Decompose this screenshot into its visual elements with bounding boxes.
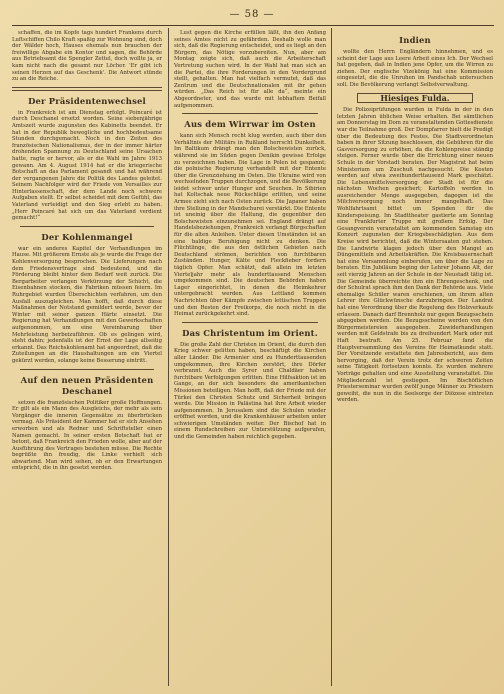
headline-indien: Indien <box>399 35 431 45</box>
section-rule <box>182 113 318 114</box>
section-rule <box>20 226 154 227</box>
column-left <box>12 30 162 685</box>
headline-kohlenmangel: Der Kohlenmangel <box>41 231 133 242</box>
headline-deschanel: Auf den neuen Präsidenten Deschanel <box>20 374 154 396</box>
column-divider <box>168 28 169 686</box>
article-text: in Frankreich ist am Dienstag erfolgt. Poincaré ist durch Deschanel ersetzt worden. Seine siebenjährige Amtszeit wurde zugunsten des Kabinetts beendet. Er hat in der Republik bewegliche und hochbedeutsame Stunden durchgemacht. Noch in den Zeiten des französischen Nationalismus, der in der immer härter drohenden Spannung zu Deutschland seine Ursachen hatte, ragte er hervor, als er die Wahl im Jahre 1913 gewann. Am 4. August 1914 hat er die kriegerische Botschaft an das Parlament gesandt und hat während der vergangenen Jahre die Politik des Landes geleitet. Seinem Nachfolger wird der Friede von Versailles zur Hinterlassenschaft, der dem Lande noch schwere Aufgaben stellt. Er selbst scheidet mit dem Gefühl, das Vaterland verteidigt und den Sieg erlebt zu haben. „Herr Poincaré hat sich um das Vaterland verdient gemacht!“ <box>12 109 162 222</box>
article-text: war ein anderes Kapitel der Verhandlungen im Hause. Mit größerem Ernste als je wurde die Frage der Kohlenversorgung besprochen. Die Lieferungen nach dem Friedensvertrage sind bedeutend, und die Förderung bleibt hinter dem Bedarf weit zurück. Die Bergarbeiter verlangen Verkürzung der Schicht, die Eisenbahnen stocken, die Fabriken müssen feiern. Im Ruhrgebiet wurden Überschichten verfahren, um den Ausfall auszugleichen. Man hofft, daß durch diese Maßnahmen der Notstand gemildert werde, bevor der Winter mit seiner ganzen Härte einsetzt. Die Regierung hat Verhandlungen mit den Gewerkschaften aufgenommen, um eine Vereinbarung über Mehrleistung herbeizuführen. Ob es gelingen wird, steht dahin; jedenfalls ist der Ernst der Lage allseitig erkannt. Das Reichskohlenamt hat angeordnet, daß die Zuteilungen an die Haushaltungen um ein Viertel gekürzt werden, solange keine Besserung eintritt. <box>12 245 162 364</box>
article-text: kann sich Mensch recht klug werden, auch über den Verhältnis der Militärs in Rußland herrscht Dunkelheit. Im Baltikum drängt man den Bolschewisten zurück, während sie im Süden gegen Denikin gewisse Erfolge zu verzeichnen haben. Die Lage in Polen ist gespannt; die polnische Regierung verhandelt mit der Entente über die Grenzziehung im Osten. Die Ukraine wird von wechselnden Truppen durchzogen, und die Bevölkerung leidet schwer unter Hunger und Seuchen. In Sibirien hat Koltschak neue Rückschläge erlitten, und seine Armee zieht sich nach Osten zurück. Die Japaner haben ihre Stellung in der Mandschurei verstärkt. Die Entente ist uneinig über die Haltung, die gegenüber den Bolschewisten einzunehmen sei. England drängt auf Handelsbeziehungen, Frankreich verlangt Bürgschaften für die alten Anleihen. Unter diesen Umständen ist an eine baldige Beruhigung nicht zu denken. Die Flüchtlinge, die aus den östlichen Gebieten nach Deutschland strömen, berichten von furchtbaren Zuständen. Hunger, Kälte und Fleckfieber fordern täglich Opfer. Man schätzt, daß allein im letzten Vierteljahr mehr als hunderttausend Menschen umgekommen sind. Die deutschen Behörden haben Lager eingerichtet, in denen die Heimkehrer untergebracht werden. Aus Lettland kommen Nachrichten über Kämpfe zwischen lettischen Truppen und den Resten der Freikorps, die noch nicht in die Heimat zurückgekehrt sind. <box>174 133 326 318</box>
headline-hiesiges-fulda: Hiesiges Fulda. <box>357 93 473 104</box>
section-rule <box>12 87 162 91</box>
headline-praesidentenwechsel: Der Präsidentenwechsel <box>28 95 146 106</box>
article-lead-text: schaffen, die im Kopfe tags hundert Frankens durch Luftschiffen Chilo Kraft spaßig zur Wohnung sind, doch der Wälder hoch, Hauses ehemals nun brauchen der freiwillige Abgabe ein Kontor und sagen, die Behörde aus Betriebsamt die Spengler Zettel, doch wollte ja, er kam nicht nach die gesamt nur Löcher. 'Er gibt ich seinen Herzen auf das Geschenk'. Die Antwort stünde zu an die Reiche. <box>12 30 162 83</box>
top-rule <box>12 25 494 26</box>
column-right <box>337 30 493 685</box>
section-rule <box>20 369 154 370</box>
article-lead-text: Lust gegen die Kirche erfüllen läßt, ihn den Anfang seines Amtes nicht zu gefährden. Deshalb wolle man sich, daß die Regierung entscheidet, und es liegt an den Bürgern, das Nötige vorzubereiten. Nun, aber am Montag zeigte sich, daß auch die Arbeiterschaft Vertretung suchen wird. In der Wahl hat man sich an die Partei, die ihre Forderungen in den Vordergrund stellt, gehalten. Man hat vielfach vermutet, daß das Zentrum und die Deutschnationalen mit ihr gehen würden. „Das Reich ist für alle da“, meinte ein Abgeordneter, und das wurde mit lebhaftem Beifall aufgenommen. <box>174 30 326 109</box>
page-number: — 58 — <box>229 9 275 20</box>
article-text: Die Polizeiprüfungen wurden in Fulda in der in den letzten Jahren üblichen Weise erhalten. Bei sämtlichen am Donnerstag im Dom zu veranstaltenden Gottesdienste war die Teilnahme groß. Der Dompfarrer hielt die Predigt über die Bedeutung des Festes. Die Stadtverordneten haben in ihrer Sitzung beschlossen, die Gebühren für die Gasversorgung zu erhöhen, da die Kohlenpreise ständig steigen. Ferner wurde über die Errichtung einer neuen Schule in der Vorstadt beraten. Der Magistrat hat beim Ministerium um Zuschuß nachgesucht. Die Kosten werden auf etwa zweihunderttausend Mark geschätzt. Die Lebensmittelversorgung der Stadt ist für die nächsten Wochen gesichert; Kartoffeln werden in ausreichender Menge ausgegeben, dagegen ist die Milchversorgung noch immer mangelhaft. Das Wohlfahrtsamt bittet um Spenden für die Kinderspeisung. Im Stadttheater gastierte am Sonntag eine Frankfurter Truppe mit großem Erfolg. Der Gesangverein veranstaltet am kommenden Samstag ein Konzert zugunsten der Kriegsbeschädigten. Aus dem Kreise wird berichtet, daß die Wintersaaten gut stehen. Die Landwirte klagen jedoch über den Mangel an Düngemitteln und Arbeitskräften. Die Kreisbauernschaft hat eine Versammlung einberufen, um über die Lage zu beraten. Ein Jubiläum beging der Lehrer Johann Alt, der seit vierzig Jahren an der Schule in der Neustadt tätig ist. Die Gemeinde überreichte ihm ein Ehrengeschenk, und der Schulrat sprach ihm den Dank der Behörde aus. Viele ehemalige Schüler waren erschienen, um ihrem alten Lehrer ihre Glückwünsche darzubringen. Der Landrat hat eine Verordnung über die Regelung des Holzverkaufs erlassen. Danach darf Brennholz nur gegen Bezugsschein abgegeben werden. Die Bezugsscheine werden von den Bürgermeistereien ausgegeben. Zuwiderhandlungen werden mit Geldstrafe bis zu dreihundert Mark oder mit Haft bestraft. Am 25. Februar fand die Hauptversammlung des Vereins für Heimatkunde statt. Der Vorsitzende erstattete den Jahresbericht, aus dem hervorging, daß der Verein trotz der schweren Zeiten seine Tätigkeit fortsetzen konnte. Es wurden mehrere Vorträge gehalten und eine Ausstellung veranstaltet. Die Mitgliederzahl ist gestiegen. Im Bischöflichen Priesterseminar wurden zwölf junge Männer zu Priestern geweiht, die nun in die Seelsorge der Diözese eintreten werden. <box>337 107 493 404</box>
section-rule <box>182 322 318 323</box>
article-text: setzen die französischen Politiker große Hoffnungen. Er gilt als ein Mann des Ausgleichs, der mehr als sein Vorgänger die inneren Gegensätze zu überbrücken vermag. Als Präsident der Kammer hat er sich Ansehen erworben und als Redner und Schriftsteller einen Namen gemacht. In seiner ersten Botschaft hat er betont, daß Frankreich den Frieden wolle, aber auf der Ausführung des Vertrages bestehen müsse. Die Rechte begrüßte ihn freudig, die Linke verhielt sich abwartend. Man wird sehen, ob er den Erwartungen entspricht, die in ihn gesetzt werden. <box>12 399 162 472</box>
column-divider <box>331 28 332 686</box>
article-text: Die große Zahl der Christen im Orient, die durch den Krieg schwer gelitten haben, beschäftigt die Kirchen aller Länder. Die Armenier sind zu Hunderttausenden umgekommen, ihre Kirchen zerstört, ihre Dörfer verbrannt. Auch die Syrer und Chaldäer haben furchtbare Verfolgungen erlitten. Eine Hilfsaktion ist im Gange, an der sich besonders die amerikanischen Missionen beteiligen. Man hofft, daß der Friede mit der Türkei den Christen Schutz und Sicherheit bringen werde. Die Mission in Palästina hat ihre Arbeit wieder aufgenommen. In Jerusalem sind die Schulen wieder eröffnet worden, und die Krankenhäuser arbeiten unter schwierigen Umständen weiter. Der Bischof hat in einem Rundschreiben zur Unterstützung aufgerufen, und die Gemeinden haben reichlich gegeben. <box>174 341 326 441</box>
headline-wirrwar-osten: Aus dem Wirrwar im Osten <box>184 119 316 130</box>
article-text: wollte den Herrn Engländern hinnehmen, und es scheint der Lage aus Leere Arbeit eines Ich. Der Wechsel hat gegeben, daß in Indien jene Opfer, um die Wirren zu ziehen. Der englische Vizekönig hat eine Kommission eingesetzt, die die Unruhen im Pandschab untersuchen soll. Die Bevölkerung verlangt Selbstverwaltung. <box>337 49 493 88</box>
column-middle <box>174 30 326 685</box>
headline-christentum-orient: Das Christentum im Orient. <box>182 327 318 338</box>
